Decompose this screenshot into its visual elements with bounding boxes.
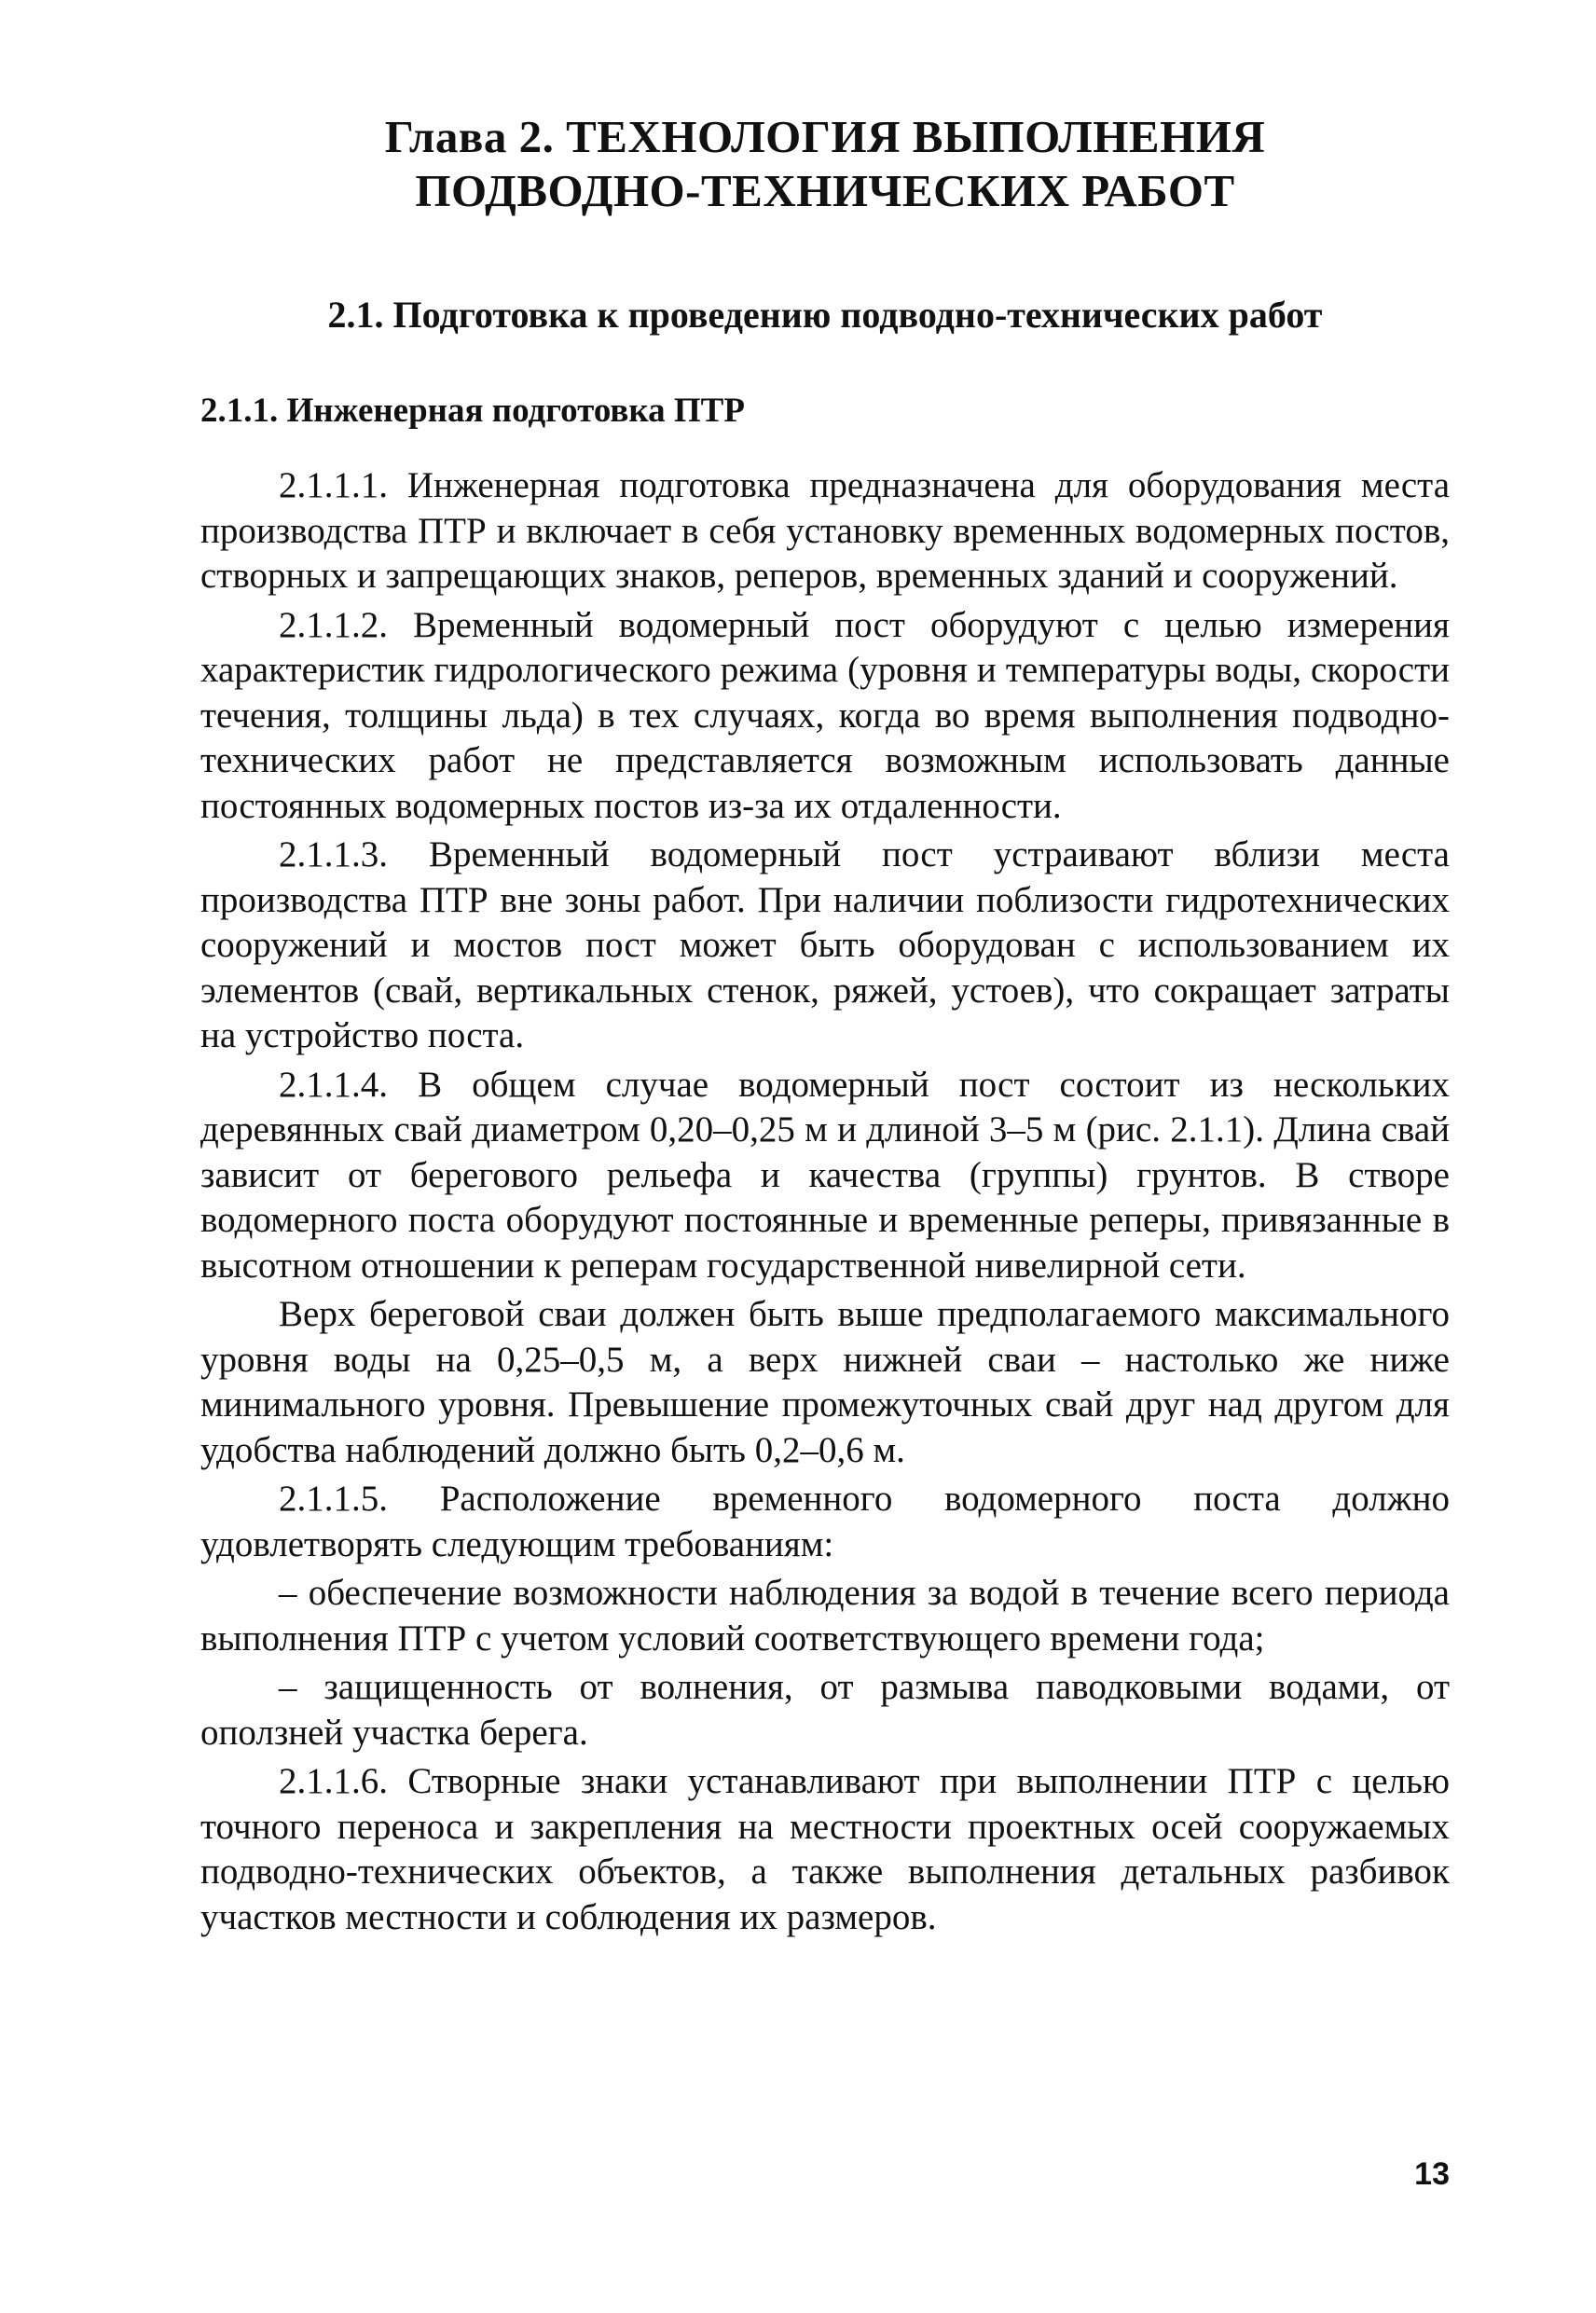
chapter-title-line-2: ПОДВОДНО-ТЕХНИЧЕСКИХ РАБОТ <box>415 165 1235 216</box>
paragraph-pile-levels: Верх береговой сваи должен быть выше предполагаемого максимального уровня воды на 0,25–0,5 м, а верх нижней сваи – настолько же ниже минимального уровня. Превышение промежуточных свай друг над другом для удобства наблюдений должно быть 0,2–0,6 м. <box>200 1294 1450 1470</box>
paragraph-2-1-1-1: 2.1.1.1. Инженерная подготовка предназначена для оборудования места производства ПТР и включает в себя установку временных водомерных постов, створных и запрещающих знаков, реперов, временных зданий и сооружений. <box>200 465 1450 596</box>
paragraph-2-1-1-5: 2.1.1.5. Расположение временного водомерного поста должно удовлетворять следующим требованиям: <box>200 1479 1450 1564</box>
page-number: 13 <box>1414 2156 1450 2192</box>
requirement-list-item: – защищенность от волнения, от размыва паводковыми водами, от оползней участка берега. <box>200 1667 1450 1753</box>
chapter-title-line-1: Глава 2. ТЕХНОЛОГИЯ ВЫПОЛНЕНИЯ <box>384 111 1266 162</box>
paragraph-2-1-1-3: 2.1.1.3. Временный водомерный пост устраивают вблизи места производства ПТР вне зоны работ. При наличии поблизости гидротехнических сооружений и мостов пост может быть оборудован с использованием их элементов (свай, вертикальных стенок, ряжей, устоев), что сокращает затраты на устройство поста. <box>200 834 1450 1055</box>
paragraph-2-1-1-2: 2.1.1.2. Временный водомерный пост оборудуют с целью измерения характеристик гидрологического режима (уровня и температуры воды, скорости течения, толщины льда) в тех случаях, когда во время выполнения подводно-технических работ не представляется возможным использовать данные постоянных водомерных постов из-за их отдаленности. <box>200 604 1450 826</box>
paragraph-2-1-1-4: 2.1.1.4. В общем случае водомерный пост состоит из нескольких деревянных свай диаметром 0,20–0,25 м и длиной 3–5 м (рис. 2.1.1). Длина свай зависит от берегового рельефа и качества (группы) грунтов. В створе водомерного поста оборудуют постоянные и временные реперы, привязанные в высотном отношении к реперам государственной нивелирной сети. <box>200 1064 1450 1286</box>
requirement-list-item: – обеспечение возможности наблюдения за водой в течение всего периода выполнения ПТР с учетом условий соответствующего времени года; <box>200 1573 1450 1659</box>
body-text <box>200 463 1450 1944</box>
paragraph-2-1-1-6: 2.1.1.6. Створные знаки устанавливают при выполнении ПТР с целью точного переноса и закрепления на местности проектных осей сооружаемых подводно-технических объектов, а также выполнения детальных разбивок участков местности и соблюдения их размеров. <box>200 1761 1450 1937</box>
subsection-title: 2.1.1. Инженерная подготовка ПТР <box>200 392 745 430</box>
section-title: 2.1. Подготовка к проведению подводно-технических работ <box>327 294 1323 336</box>
chapter-title <box>200 110 1450 218</box>
